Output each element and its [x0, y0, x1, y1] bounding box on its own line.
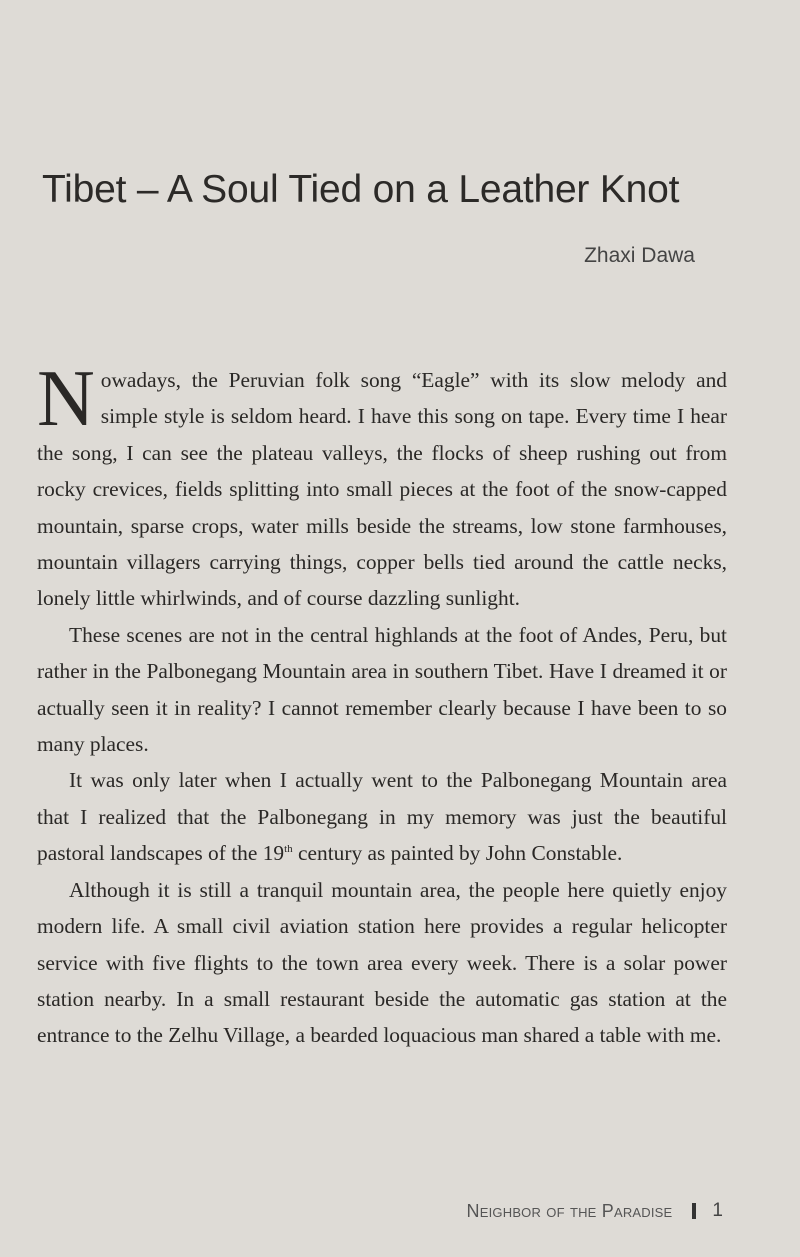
author-name: Zhaxi Dawa: [584, 244, 695, 267]
paragraph-4: Although it is still a tranquil mountain area, the people here quietly enjoy modern life. A small civil aviation station here provides a regular helicopter service with five flights to the town area every week. There is a solar power station nearby. In a small restaurant beside the automatic gas station at the entrance to the Zelhu Village, a bearded loquacious man shared a table with me.: [37, 877, 727, 1048]
superscript: th: [284, 843, 293, 856]
page-footer: [467, 1200, 723, 1222]
body-text: [37, 355, 727, 1054]
footer-divider: [692, 1203, 696, 1219]
page-number: 1: [712, 1200, 723, 1221]
drop-cap: N: [37, 355, 95, 443]
paragraph-3-text-a: It was only later when I actually went to the Palbonegang Mountain area that I realized that the Palbonegang in my memory was just the beautiful pastoral landscapes of the 19: [37, 768, 727, 866]
paragraph-2: These scenes are not in the central highlands at the foot of Andes, Peru, but rather in the Palbonegang Mountain area in southern Tibet. Have I dreamed it or actually seen it in reality? I cannot remember clearly because I have been to so many places.: [37, 622, 727, 757]
chapter-title: Tibet – A Soul Tied on a Leather Knot: [42, 168, 680, 211]
paragraph-3: [37, 762, 727, 871]
paragraph-1: [37, 355, 727, 617]
paragraph-3-text-b: century as painted by John Constable.: [292, 841, 623, 866]
running-footer-section: Neighbor of the Paradise: [466, 1200, 673, 1221]
paragraph-1-text: owadays, the Peruvian folk song “Eagle” with its slow melody and simple style is seldom heard. I have this song on tape. Every time I hear the song, I can see the plateau valleys, the flocks of sheep rushing out from rocky crevices, fields splitting into small pieces at the foot of the snow-capped mountain, sparse crops, water mills beside the streams, low stone farmhouses, mountain villagers carrying things, copper bells tied around the cattle necks, lonely little whirlwinds, and of course dazzling sunlight.: [37, 368, 727, 611]
